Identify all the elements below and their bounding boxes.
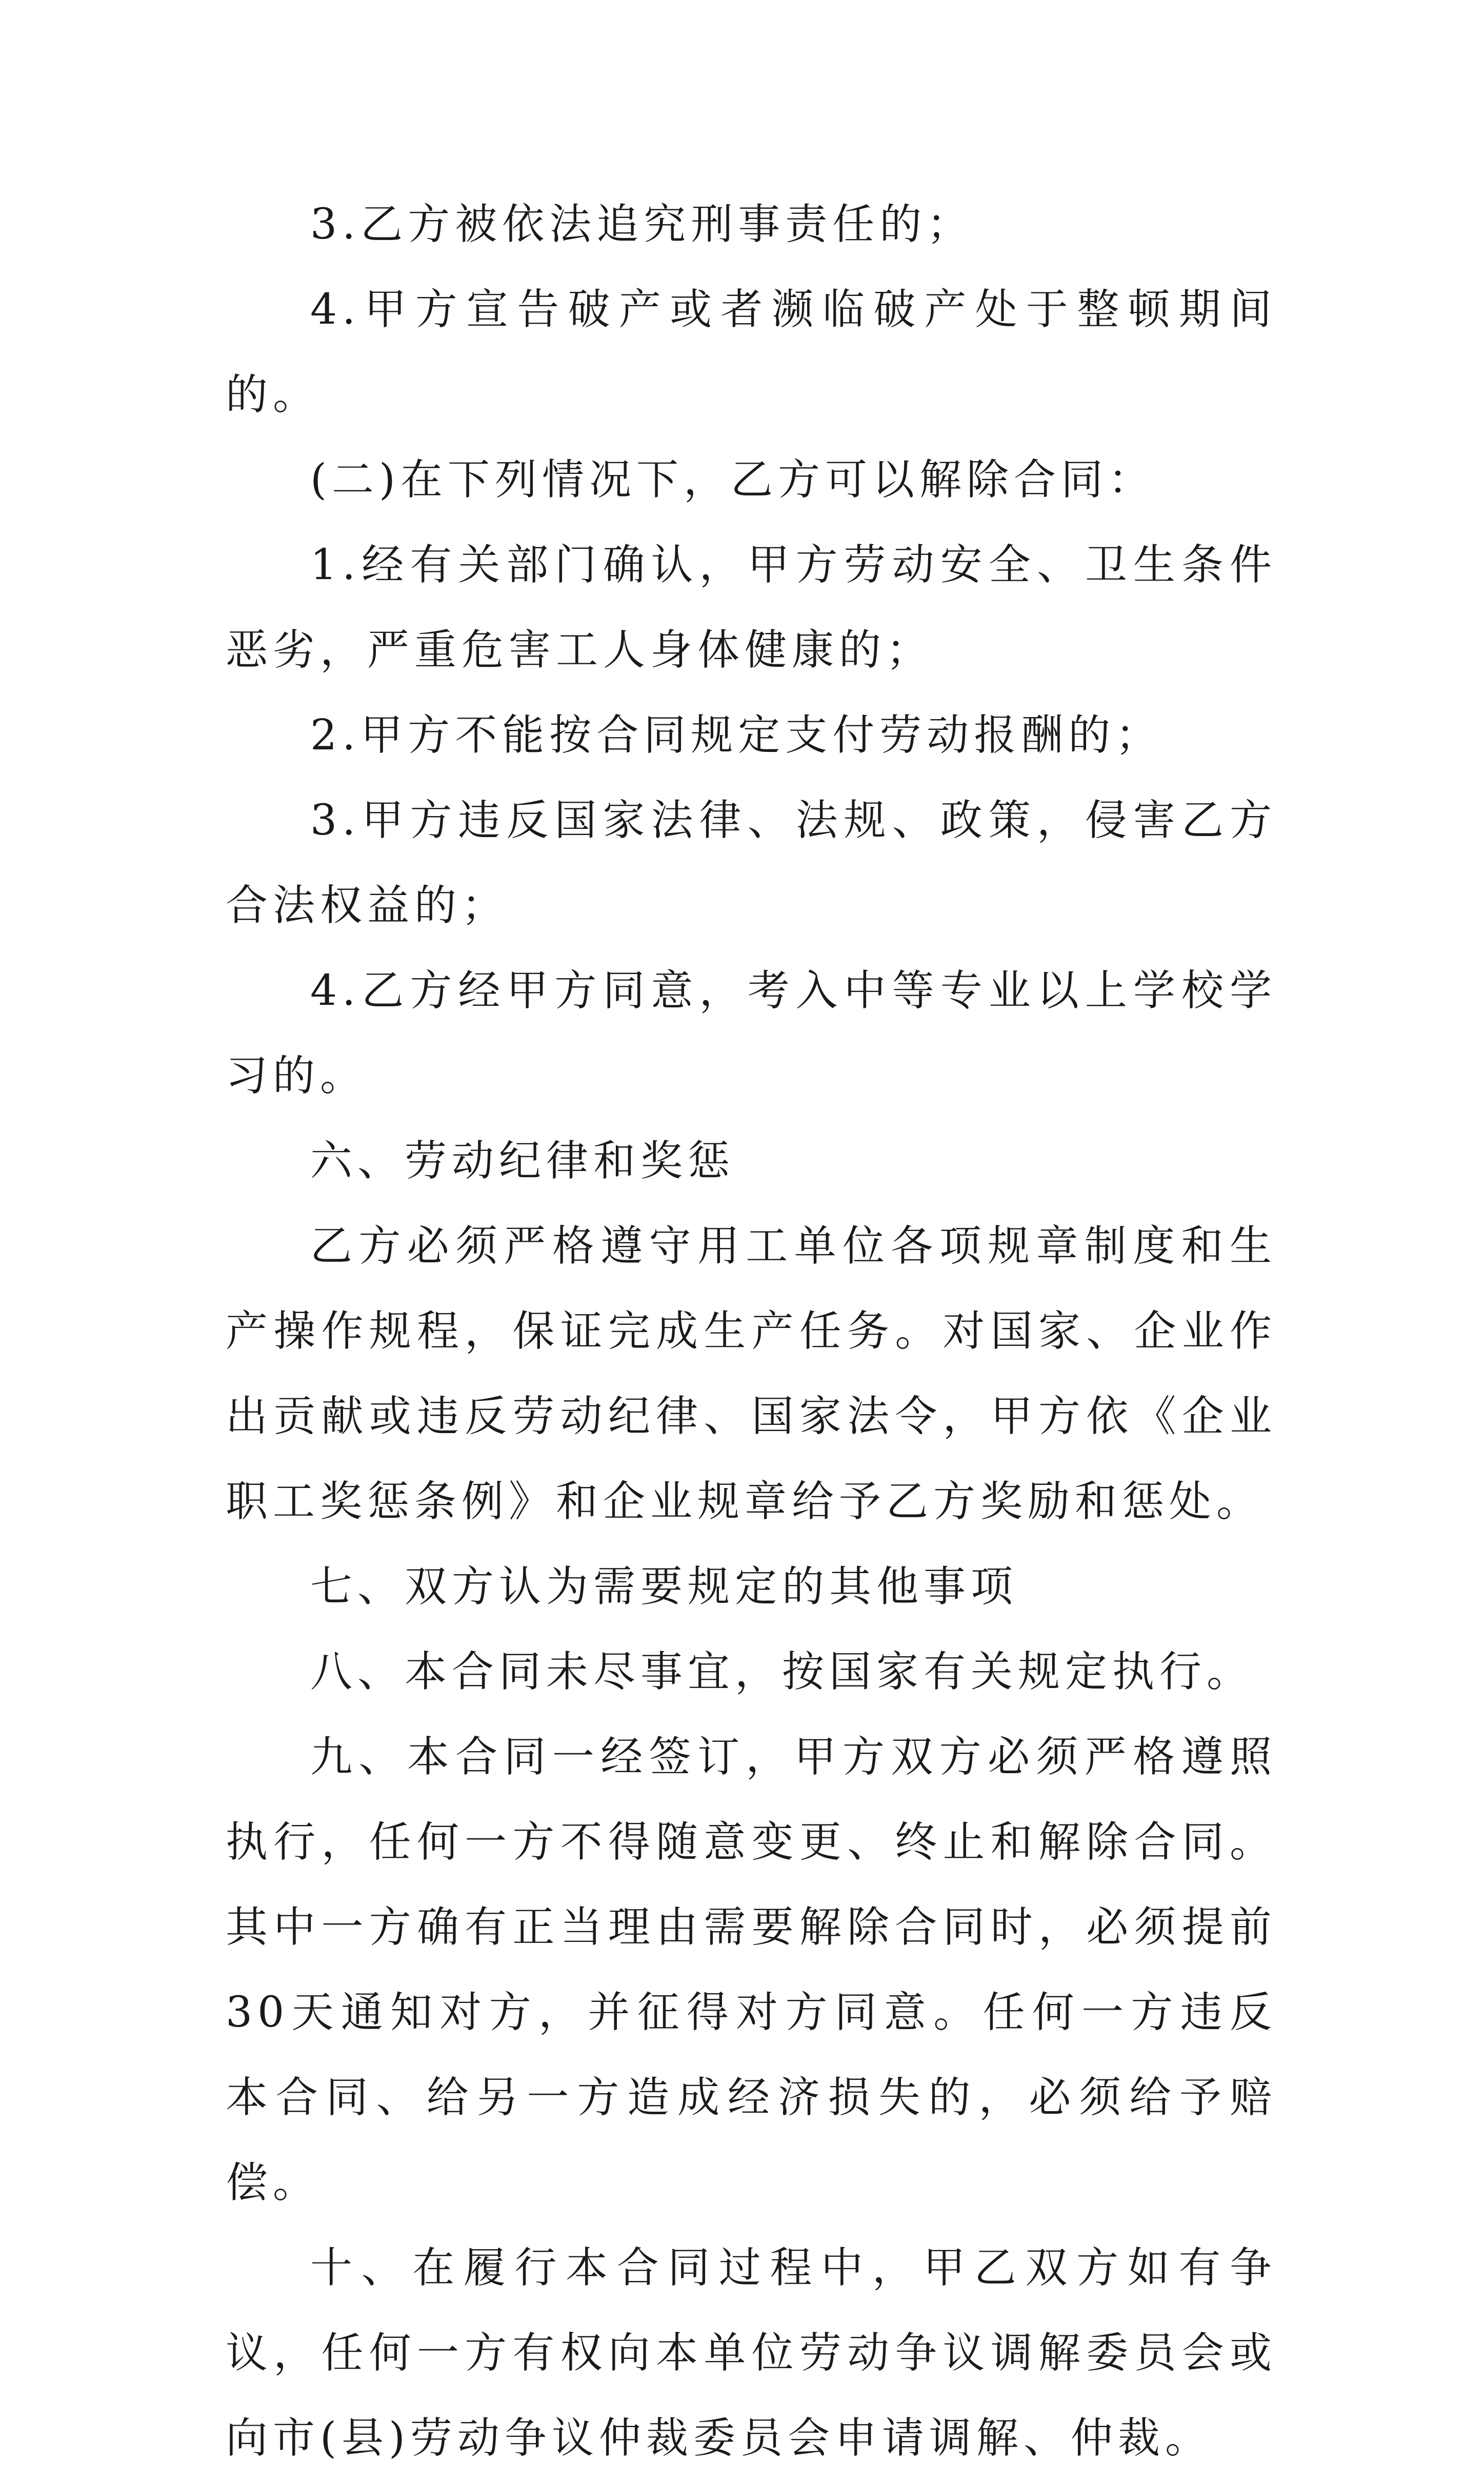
paragraph-section-9: 九、本合同一经签订，甲方双方必须严格遵照执行，任何一方不得随意变更、终止和解除合同。其中一方确有正当理由需要解除合同时，必须提前30天通知对方，并征得对方同意。任何一方违反本合同、给另一方造成经济损失的，必须给予赔偿。 [226, 1733, 1277, 2207]
paragraph-item-3: 3.甲方违反国家法律、法规、政策，侵害乙方合法权益的； [226, 796, 1277, 930]
paragraph-item-4: 4.乙方经甲方同意，考入中等专业以上学校学习的。 [226, 966, 1277, 1100]
paragraph-section-2-heading: (二)在下列情况下，乙方可以解除合同： [310, 455, 1155, 504]
paragraph-section-10: 十、在履行本合同过程中，甲乙双方如有争议，任何一方有权向本单位劳动争议调解委员会或向市(县)劳动争议仲裁委员会申请调解、仲裁。 [226, 2244, 1277, 2463]
paragraph-item-2: 2.甲方不能按合同规定支付劳动报酬的； [310, 711, 1163, 760]
section-heading-6: 六、劳动纪律和奖惩 [310, 1137, 735, 1185]
document-body [226, 182, 1277, 2481]
paragraph-item-1: 1.经有关部门确认，甲方劳动安全、卫生条件恶劣，严重危害工人身体健康的； [226, 541, 1277, 674]
paragraph-discipline: 乙方必须严格遵守用工单位各项规章制度和生产操作规程，保证完成生产任务。对国家、企业作出贡献或违反劳动纪律、国家法令，甲方依《企业职工奖惩条例》和企业规章给予乙方奖励和惩处。 [226, 1222, 1277, 1526]
paragraph-clause-4: 4.甲方宣告破产或者濒临破产处于整顿期间的。 [226, 285, 1277, 419]
paragraph-clause-3: 3.乙方被依法追究刑事责任的； [310, 200, 974, 249]
section-heading-7: 七、双方认为需要规定的其他事项 [310, 1562, 1018, 1611]
paragraph-section-8: 八、本合同未尽事宜，按国家有关规定执行。 [310, 1648, 1254, 1696]
